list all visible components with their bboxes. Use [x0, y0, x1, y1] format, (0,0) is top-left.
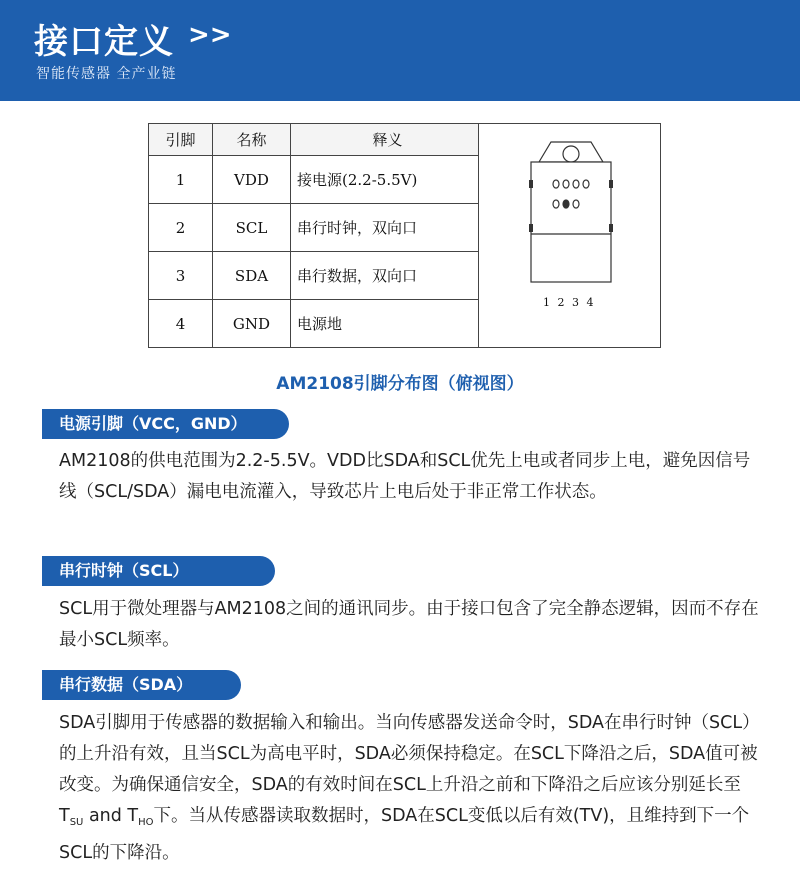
subscript-ho: HO [138, 817, 154, 828]
table-header-row [149, 124, 661, 156]
pin-name: GND [213, 300, 291, 348]
section-text-scl: SCL用于微处理器与AM2108之间的通讯同步。由于接口包含了完全静态逻辑，因而不存在最小SCL频率。 [59, 599, 759, 650]
pin-name: VDD [213, 156, 291, 204]
pin-table [148, 123, 661, 348]
subscript-su: SU [69, 817, 84, 828]
figure-caption: AM2108引脚分布图（俯视图） [276, 374, 524, 394]
package-body [531, 162, 611, 282]
notch-left-1 [529, 180, 533, 188]
notch-right-2 [609, 224, 613, 232]
pin-desc: 接电源(2.2-5.5V) [291, 156, 479, 204]
pin-desc: 串行时钟，双向口 [291, 204, 479, 252]
sda-text-part1: SDA引脚用于传感器的数据输入和输出。当向传感器发送命令时，SDA在串行时钟（SCL）的上升沿有效，且当SCL为高电平时，SDA必须保持稳定。在SCL下降沿之后，SDA值可被改变。为确保通信安全，SDA的有效时间在SCL上升沿之前和下降沿之后应该分别延长至T [59, 713, 758, 826]
header-name: 名称 [213, 124, 291, 156]
header-pin: 引脚 [149, 124, 213, 156]
pin-name: SDA [213, 252, 291, 300]
notch-left-2 [529, 224, 533, 232]
header-banner [0, 0, 800, 101]
page-subtitle: 智能传感器 全产业链 [36, 66, 177, 82]
pin-number: 1 [149, 156, 213, 204]
title-arrows: >> [188, 20, 232, 50]
pin-number: 3 [149, 252, 213, 300]
pin-number: 2 [149, 204, 213, 252]
section-text-power: AM2108的供电范围为2.2-5.5V。VDD比SDA和SCL优先上电或者同步上电，避免因信号线（SCL/SDA）漏电电流灌入，导致芯片上电后处于非正常工作状态。 [59, 451, 751, 502]
section-label-scl: 串行时钟（SCL） [45, 556, 275, 586]
section-label-sda: 串行数据（SDA） [45, 670, 241, 700]
pin-desc: 串行数据，双向口 [291, 252, 479, 300]
package-diagram [511, 132, 631, 312]
pin-desc: 电源地 [291, 300, 479, 348]
sda-text-and: and T [83, 806, 139, 826]
page-title: 接口定义 [34, 22, 174, 62]
package-pin-numbers: 1 2 3 4 [543, 296, 596, 309]
mounting-hole-icon [563, 146, 579, 162]
vent-hole [563, 200, 569, 208]
notch-right-1 [609, 180, 613, 188]
pin-number: 4 [149, 300, 213, 348]
package-diagram-cell [479, 124, 661, 348]
sda-text-part2: 下。当从传感器读取数据时，SDA在SCL变低以后有效(TV)，且维持到下一个SCL的下降沿。 [59, 806, 750, 863]
header-desc: 释义 [291, 124, 479, 156]
section-label-power: 电源引脚（VCC，GND） [45, 409, 289, 439]
section-text-sda [59, 708, 759, 869]
pin-name: SCL [213, 204, 291, 252]
